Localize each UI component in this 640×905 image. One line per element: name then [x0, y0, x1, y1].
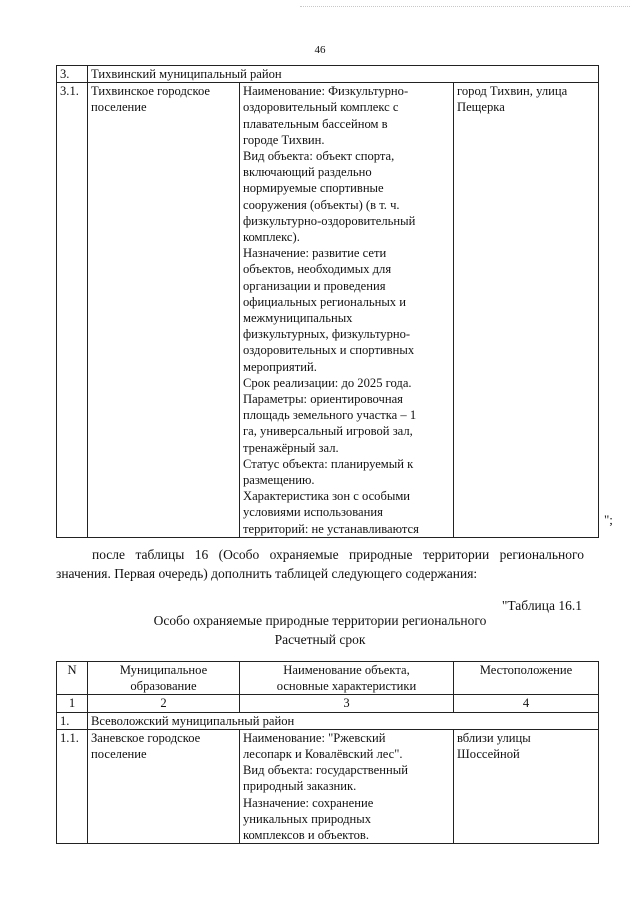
table-title: Особо охраняемые природные территории регионального: [153, 613, 487, 628]
description-cell: [240, 83, 454, 538]
location-cell: [454, 729, 599, 843]
column-number: 3: [240, 695, 454, 712]
text-line: тренажёрный зал.: [243, 440, 339, 455]
text-line: мероприятий.: [243, 359, 317, 374]
text-line: площадь земельного участка – 1: [243, 408, 417, 423]
closing-quote-mark: ";: [604, 512, 613, 527]
text-line: территорий: не устанавливаются: [243, 521, 419, 536]
text-line: размещению.: [243, 473, 315, 488]
text-line: Тихвинское городское: [91, 84, 210, 99]
table-section-row: [57, 66, 599, 83]
text-line: уникальных природных: [243, 811, 371, 826]
text-line: Характеристика зон с особыми: [243, 489, 411, 504]
column-number: 4: [454, 695, 599, 712]
text-line: официальных региональных и: [243, 294, 406, 309]
text-line: оздоровительных и спортивных: [243, 343, 415, 358]
location-cell: [454, 83, 599, 538]
row-number: 1.1.: [57, 729, 88, 843]
text-line: плавательным бассейном в: [243, 116, 388, 131]
row-number: 3.1.: [57, 83, 88, 538]
scan-artifact: [300, 6, 630, 11]
text-line: Наименование: Физкультурно-: [243, 84, 409, 99]
section-number: 3.: [57, 66, 88, 83]
column-number-row: [57, 695, 599, 712]
text-line: город Тихвин, улица: [457, 84, 568, 99]
municipality-cell: [88, 729, 240, 843]
header-location: Местоположение: [454, 662, 599, 695]
table-row: [57, 729, 599, 843]
text-line: Параметры: ориентировочная: [243, 392, 403, 407]
table-section-row: [57, 712, 599, 729]
text-line: межмуниципальных: [243, 311, 353, 326]
text-line: комплекс).: [243, 230, 300, 245]
header-number: N: [57, 662, 88, 695]
text-line: Заневское городское: [91, 730, 201, 745]
text-line: оздоровительный комплекс с: [243, 100, 399, 115]
text-line: Муниципальное: [119, 663, 208, 677]
text-line: физкультурно-оздоровительный: [243, 213, 416, 228]
text-line: образование: [130, 679, 197, 694]
text-line: природный заказник.: [243, 779, 357, 794]
body-paragraph: после таблицы 16 (Особо охраняемые природные территории регионального значения. Первая очередь) дополнить таблицей следующего содержания:: [56, 547, 584, 581]
text-line: включающий раздельно: [243, 165, 372, 180]
table-row: [57, 83, 599, 538]
table-header-row: [57, 662, 599, 695]
column-number: 2: [88, 695, 240, 712]
text-line: комплексов и объектов.: [243, 828, 369, 843]
text-line: Назначение: развитие сети: [243, 246, 387, 261]
header-description: [240, 662, 454, 695]
text-line: Назначение: сохранение: [243, 795, 374, 810]
text-line: Срок реализации: до 2025 года.: [243, 375, 412, 390]
text-line: городе Тихвин.: [243, 132, 325, 147]
text-line: поселение: [91, 100, 147, 115]
text-line: Шоссейной: [457, 747, 520, 762]
municipality-cell: [88, 83, 240, 538]
text-line: объектов, необходимых для: [243, 262, 392, 277]
description-cell: [240, 729, 454, 843]
text-line: Пещерка: [457, 100, 505, 115]
text-line: условиями использования: [243, 505, 383, 520]
header-municipality: [88, 662, 240, 695]
text-line: га, универсальный игровой зал,: [243, 424, 413, 439]
section-number: 1.: [57, 712, 88, 729]
section-title: Тихвинский муниципальный район: [88, 66, 599, 83]
table-label: "Таблица 16.1: [501, 598, 582, 613]
text-line: организации и проведения: [243, 278, 386, 293]
text-line: Наименование: "Ржевский: [243, 730, 386, 745]
text-line: основные характеристики: [276, 679, 417, 694]
table-protected-areas: [56, 661, 599, 844]
table-sports-facilities: [56, 65, 599, 538]
text-line: нормируемые спортивные: [243, 181, 384, 196]
table-subtitle: Расчетный срок: [274, 632, 366, 647]
column-number: 1: [57, 695, 88, 712]
text-line: Вид объекта: государственный: [243, 763, 408, 778]
text-line: вблизи улицы: [457, 730, 531, 745]
text-line: физкультурных, физкультурно-: [243, 327, 411, 342]
text-line: Наименование объекта,: [283, 663, 410, 677]
page-number: 46: [314, 44, 326, 56]
text-line: поселение: [91, 747, 147, 762]
text-line: Статус объекта: планируемый к: [243, 456, 414, 471]
section-title: Всеволожский муниципальный район: [88, 712, 599, 729]
text-line: лесопарк и Ковалёвский лес".: [243, 747, 403, 762]
text-line: сооружения (объекты) (в т. ч.: [243, 197, 400, 212]
text-line: Вид объекта: объект спорта,: [243, 149, 395, 164]
